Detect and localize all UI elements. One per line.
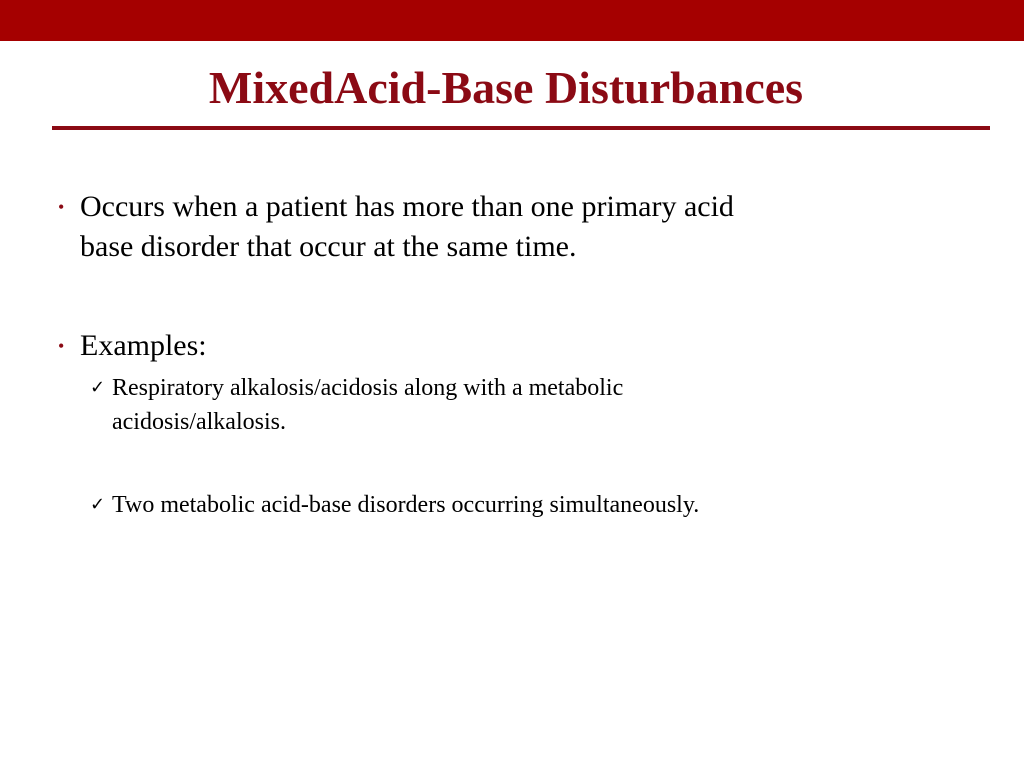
top-banner-bar <box>0 0 1024 41</box>
sub-bullet-text-line: Two metabolic acid-base disorders occurring simultaneously. <box>112 492 700 518</box>
bullet-item-examples <box>58 326 207 366</box>
sub-bullet-respiratory <box>90 371 623 439</box>
checkmark-icon: ✓ <box>90 494 106 515</box>
sub-bullet-text-line: Respiratory alkalosis/acidosis along with a metabolic <box>112 375 624 401</box>
bullet-item-definition <box>58 187 734 267</box>
title-underline <box>52 126 990 130</box>
bullet-text-line: Occurs when a patient has more than one primary acid <box>80 190 734 223</box>
bullet-text-line: base disorder that occur at the same time. <box>80 230 577 263</box>
bullet-text-line: Examples: <box>80 329 207 362</box>
checkmark-icon: ✓ <box>90 377 106 398</box>
bullet-dot-icon: • <box>58 197 65 217</box>
slide-title: MixedAcid-Base Disturbances <box>208 62 804 113</box>
sub-bullet-text-line: acidosis/alkalosis. <box>112 409 286 435</box>
bullet-dot-icon: • <box>58 336 65 356</box>
sub-bullet-metabolic <box>90 488 699 522</box>
